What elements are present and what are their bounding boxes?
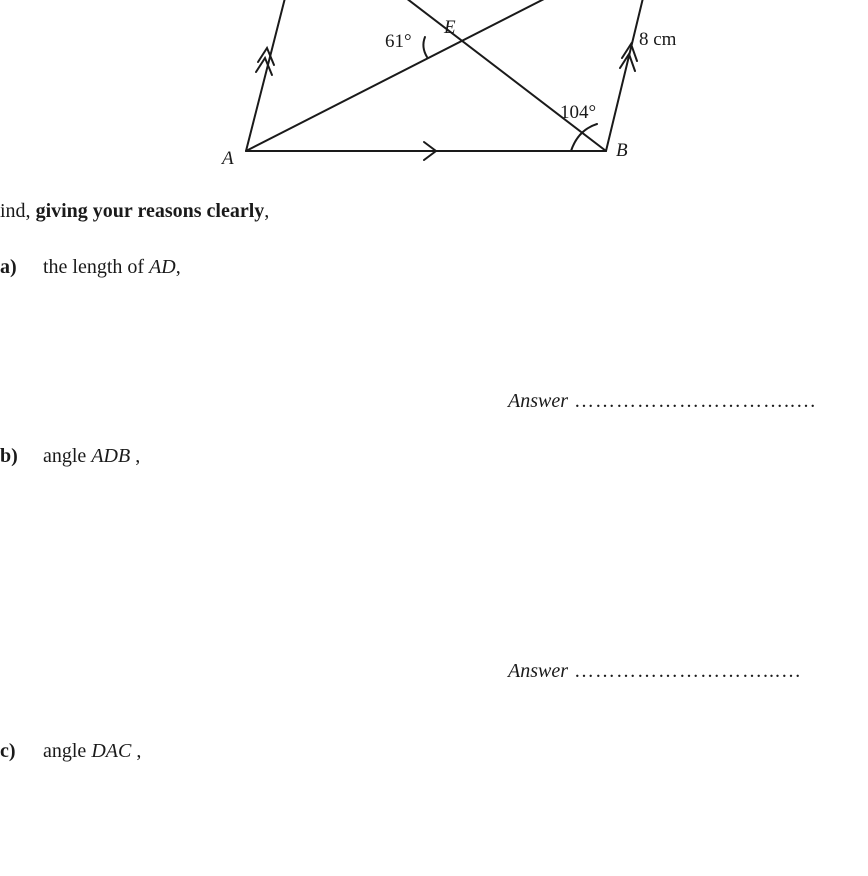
side-ad	[246, 0, 285, 151]
vertex-label-a: A	[222, 148, 234, 169]
length-label: 8 cm	[639, 29, 677, 50]
instruction-suffix: ,	[264, 200, 270, 222]
answer-dots[interactable]: …………………………..…	[574, 390, 817, 412]
angle-label-b: 104°	[560, 102, 597, 123]
part-text: the length of AD,	[43, 256, 181, 278]
answer-dots[interactable]: ………………………...…	[574, 660, 802, 682]
instruction-text	[0, 200, 269, 223]
instruction-bold: giving your reasons clearly	[35, 200, 265, 222]
geometry-figure	[0, 0, 868, 180]
instruction-prefix: ind,	[0, 200, 36, 222]
diagonal-ac	[246, 0, 546, 151]
answer-line-b[interactable]	[508, 660, 802, 683]
answer-label: Answer	[508, 660, 568, 682]
part-text: angle DAC ,	[43, 740, 142, 762]
diagonal-bd	[406, 0, 606, 151]
answer-label: Answer	[508, 390, 568, 412]
answer-line-a[interactable]	[508, 390, 817, 413]
parallelogram-diagram	[0, 0, 868, 180]
vertex-label-e: E	[444, 17, 456, 38]
part-label: c)	[0, 740, 16, 762]
part-label: a)	[0, 256, 17, 278]
angle-arc-e	[423, 37, 427, 57]
side-bc	[606, 0, 643, 151]
angle-label-e: 61°	[385, 31, 412, 52]
part-text: angle ADB ,	[43, 445, 141, 467]
part-label: b)	[0, 445, 18, 467]
vertex-label-b: B	[616, 140, 628, 161]
